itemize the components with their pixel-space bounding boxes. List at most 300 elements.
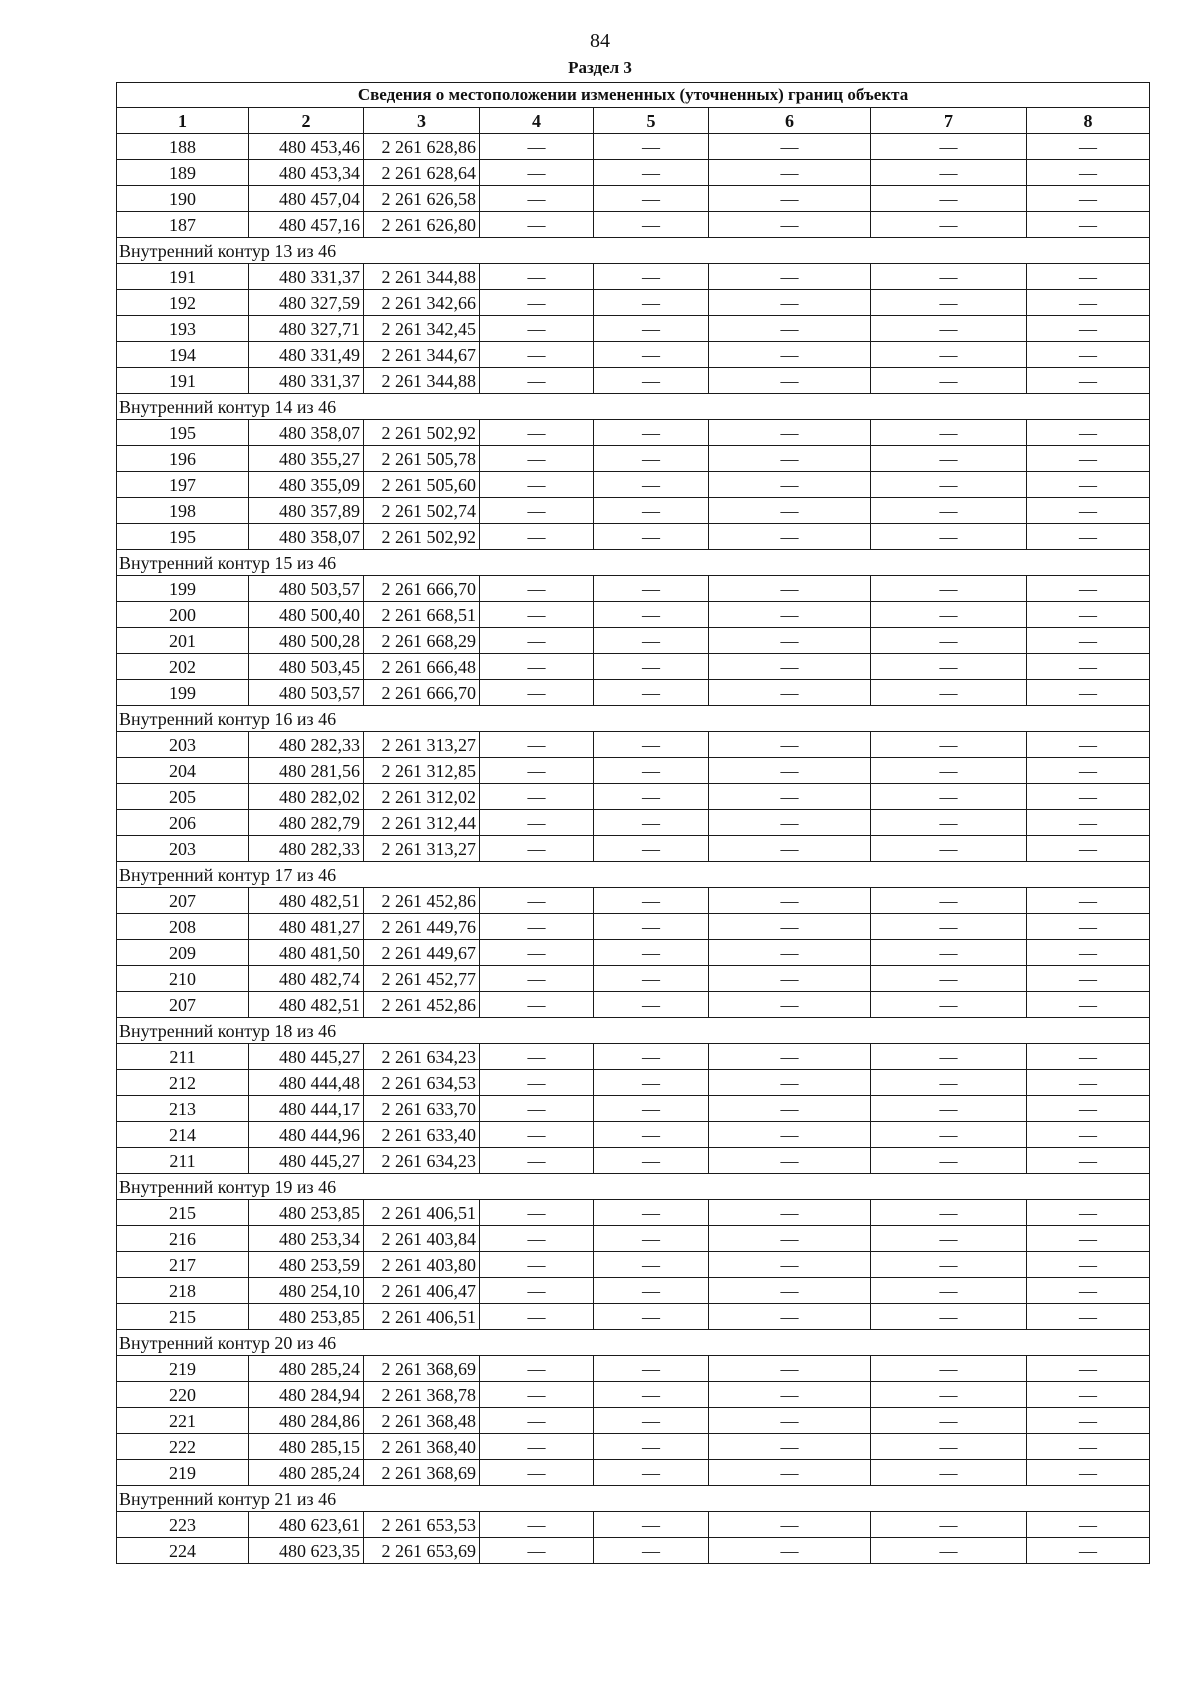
empty-value-cell: — xyxy=(594,1356,709,1382)
coordinate-y-cell: 2 261 502,74 xyxy=(364,498,480,524)
empty-value-cell: — xyxy=(709,134,871,160)
coordinate-x-cell: 480 457,16 xyxy=(249,212,364,238)
page-number: 84 xyxy=(590,30,610,52)
empty-value-cell: — xyxy=(480,1122,594,1148)
point-number-cell: 190 xyxy=(117,186,249,212)
table-row xyxy=(117,134,1150,160)
empty-value-cell: — xyxy=(1027,784,1150,810)
empty-value-cell: — xyxy=(871,1096,1027,1122)
empty-value-cell: — xyxy=(709,1382,871,1408)
empty-value-cell: — xyxy=(871,1252,1027,1278)
coordinates-table xyxy=(116,82,1150,1564)
empty-value-cell: — xyxy=(480,1200,594,1226)
empty-value-cell: — xyxy=(709,888,871,914)
empty-value-cell: — xyxy=(871,576,1027,602)
empty-value-cell: — xyxy=(709,1538,871,1564)
contour-label: Внутренний контур 15 из 46 xyxy=(117,550,1150,576)
empty-value-cell: — xyxy=(480,1044,594,1070)
empty-value-cell: — xyxy=(871,1278,1027,1304)
empty-value-cell: — xyxy=(594,680,709,706)
empty-value-cell: — xyxy=(480,654,594,680)
coordinate-x-cell: 480 444,48 xyxy=(249,1070,364,1096)
coordinate-y-cell: 2 261 628,86 xyxy=(364,134,480,160)
empty-value-cell: — xyxy=(1027,420,1150,446)
empty-value-cell: — xyxy=(871,992,1027,1018)
coordinate-x-cell: 480 500,40 xyxy=(249,602,364,628)
point-number-cell: 208 xyxy=(117,914,249,940)
coordinate-y-cell: 2 261 368,78 xyxy=(364,1382,480,1408)
coordinate-y-cell: 2 261 312,44 xyxy=(364,810,480,836)
coordinate-y-cell: 2 261 452,86 xyxy=(364,888,480,914)
empty-value-cell: — xyxy=(594,1408,709,1434)
empty-value-cell: — xyxy=(871,134,1027,160)
empty-value-cell: — xyxy=(1027,316,1150,342)
table-row xyxy=(117,342,1150,368)
empty-value-cell: — xyxy=(709,160,871,186)
empty-value-cell: — xyxy=(480,732,594,758)
column-header: 4 xyxy=(480,108,594,134)
coordinate-y-cell: 2 261 406,47 xyxy=(364,1278,480,1304)
coordinate-x-cell: 480 355,09 xyxy=(249,472,364,498)
point-number-cell: 199 xyxy=(117,680,249,706)
empty-value-cell: — xyxy=(871,420,1027,446)
empty-value-cell: — xyxy=(594,1460,709,1486)
table-row xyxy=(117,914,1150,940)
empty-value-cell: — xyxy=(1027,1096,1150,1122)
table-row xyxy=(117,498,1150,524)
empty-value-cell: — xyxy=(594,1304,709,1330)
empty-value-cell: — xyxy=(1027,576,1150,602)
empty-value-cell: — xyxy=(871,186,1027,212)
empty-value-cell: — xyxy=(871,1356,1027,1382)
empty-value-cell: — xyxy=(594,628,709,654)
coordinate-x-cell: 480 358,07 xyxy=(249,420,364,446)
empty-value-cell: — xyxy=(480,576,594,602)
empty-value-cell: — xyxy=(594,1252,709,1278)
point-number-cell: 222 xyxy=(117,1434,249,1460)
empty-value-cell: — xyxy=(480,160,594,186)
empty-value-cell: — xyxy=(871,628,1027,654)
column-header: 1 xyxy=(117,108,249,134)
empty-value-cell: — xyxy=(871,1538,1027,1564)
empty-value-cell: — xyxy=(594,1044,709,1070)
empty-value-cell: — xyxy=(709,1460,871,1486)
empty-value-cell: — xyxy=(480,212,594,238)
point-number-cell: 219 xyxy=(117,1460,249,1486)
table-row xyxy=(117,654,1150,680)
empty-value-cell: — xyxy=(871,160,1027,186)
coordinate-y-cell: 2 261 403,80 xyxy=(364,1252,480,1278)
empty-value-cell: — xyxy=(594,1070,709,1096)
empty-value-cell: — xyxy=(709,1512,871,1538)
point-number-cell: 214 xyxy=(117,1122,249,1148)
empty-value-cell: — xyxy=(480,524,594,550)
table-row xyxy=(117,784,1150,810)
empty-value-cell: — xyxy=(871,1044,1027,1070)
point-number-cell: 219 xyxy=(117,1356,249,1382)
coordinate-y-cell: 2 261 666,70 xyxy=(364,680,480,706)
coordinate-x-cell: 480 444,17 xyxy=(249,1096,364,1122)
empty-value-cell: — xyxy=(709,836,871,862)
empty-value-cell: — xyxy=(480,758,594,784)
point-number-cell: 198 xyxy=(117,498,249,524)
empty-value-cell: — xyxy=(594,212,709,238)
coordinate-y-cell: 2 261 452,86 xyxy=(364,992,480,1018)
table-row xyxy=(117,810,1150,836)
empty-value-cell: — xyxy=(871,1408,1027,1434)
empty-value-cell: — xyxy=(709,654,871,680)
empty-value-cell: — xyxy=(594,914,709,940)
table-row xyxy=(117,446,1150,472)
empty-value-cell: — xyxy=(709,524,871,550)
empty-value-cell: — xyxy=(871,888,1027,914)
point-number-cell: 191 xyxy=(117,264,249,290)
empty-value-cell: — xyxy=(480,134,594,160)
empty-value-cell: — xyxy=(871,264,1027,290)
coordinate-y-cell: 2 261 368,69 xyxy=(364,1460,480,1486)
coordinate-x-cell: 480 253,34 xyxy=(249,1226,364,1252)
empty-value-cell: — xyxy=(594,472,709,498)
table-row xyxy=(117,602,1150,628)
empty-value-cell: — xyxy=(480,628,594,654)
coordinate-y-cell: 2 261 344,88 xyxy=(364,264,480,290)
point-number-cell: 192 xyxy=(117,290,249,316)
empty-value-cell: — xyxy=(871,290,1027,316)
empty-value-cell: — xyxy=(480,1460,594,1486)
coordinate-y-cell: 2 261 342,66 xyxy=(364,290,480,316)
empty-value-cell: — xyxy=(871,316,1027,342)
point-number-cell: 210 xyxy=(117,966,249,992)
coordinate-y-cell: 2 261 628,64 xyxy=(364,160,480,186)
empty-value-cell: — xyxy=(1027,992,1150,1018)
empty-value-cell: — xyxy=(594,602,709,628)
contour-label: Внутренний контур 16 из 46 xyxy=(117,706,1150,732)
point-number-cell: 195 xyxy=(117,420,249,446)
coordinate-x-cell: 480 357,89 xyxy=(249,498,364,524)
empty-value-cell: — xyxy=(594,446,709,472)
empty-value-cell: — xyxy=(480,680,594,706)
coordinate-x-cell: 480 285,24 xyxy=(249,1460,364,1486)
empty-value-cell: — xyxy=(871,836,1027,862)
empty-value-cell: — xyxy=(709,810,871,836)
empty-value-cell: — xyxy=(1027,1434,1150,1460)
empty-value-cell: — xyxy=(594,1434,709,1460)
point-number-cell: 196 xyxy=(117,446,249,472)
point-number-cell: 211 xyxy=(117,1044,249,1070)
table-row xyxy=(117,940,1150,966)
point-number-cell: 212 xyxy=(117,1070,249,1096)
empty-value-cell: — xyxy=(871,1434,1027,1460)
empty-value-cell: — xyxy=(709,1226,871,1252)
empty-value-cell: — xyxy=(709,342,871,368)
point-number-cell: 218 xyxy=(117,1278,249,1304)
empty-value-cell: — xyxy=(871,1122,1027,1148)
coordinate-y-cell: 2 261 666,48 xyxy=(364,654,480,680)
empty-value-cell: — xyxy=(1027,1382,1150,1408)
empty-value-cell: — xyxy=(1027,1538,1150,1564)
coordinate-x-cell: 480 482,74 xyxy=(249,966,364,992)
empty-value-cell: — xyxy=(709,186,871,212)
contour-label: Внутренний контур 19 из 46 xyxy=(117,1174,1150,1200)
coordinate-x-cell: 480 331,37 xyxy=(249,264,364,290)
contour-row xyxy=(117,862,1150,888)
point-number-cell: 223 xyxy=(117,1512,249,1538)
coordinate-x-cell: 480 623,61 xyxy=(249,1512,364,1538)
coordinate-x-cell: 480 327,71 xyxy=(249,316,364,342)
contour-label: Внутренний контур 13 из 46 xyxy=(117,238,1150,264)
empty-value-cell: — xyxy=(709,680,871,706)
table-row xyxy=(117,368,1150,394)
contour-row xyxy=(117,238,1150,264)
empty-value-cell: — xyxy=(1027,212,1150,238)
table-body xyxy=(117,134,1150,1564)
point-number-cell: 201 xyxy=(117,628,249,654)
point-number-cell: 211 xyxy=(117,1148,249,1174)
empty-value-cell: — xyxy=(1027,446,1150,472)
point-number-cell: 202 xyxy=(117,654,249,680)
empty-value-cell: — xyxy=(871,732,1027,758)
point-number-cell: 195 xyxy=(117,524,249,550)
column-header: 8 xyxy=(1027,108,1150,134)
contour-label: Внутренний контур 18 из 46 xyxy=(117,1018,1150,1044)
empty-value-cell: — xyxy=(1027,654,1150,680)
empty-value-cell: — xyxy=(709,1096,871,1122)
empty-value-cell: — xyxy=(709,628,871,654)
coordinate-y-cell: 2 261 653,53 xyxy=(364,1512,480,1538)
empty-value-cell: — xyxy=(1027,836,1150,862)
empty-value-cell: — xyxy=(871,914,1027,940)
point-number-cell: 188 xyxy=(117,134,249,160)
empty-value-cell: — xyxy=(709,1070,871,1096)
empty-value-cell: — xyxy=(480,316,594,342)
point-number-cell: 215 xyxy=(117,1200,249,1226)
empty-value-cell: — xyxy=(480,498,594,524)
empty-value-cell: — xyxy=(709,316,871,342)
empty-value-cell: — xyxy=(594,784,709,810)
table-caption-row xyxy=(117,83,1150,108)
empty-value-cell: — xyxy=(1027,1278,1150,1304)
contour-row xyxy=(117,706,1150,732)
empty-value-cell: — xyxy=(871,680,1027,706)
empty-value-cell: — xyxy=(1027,1148,1150,1174)
empty-value-cell: — xyxy=(480,992,594,1018)
empty-value-cell: — xyxy=(1027,810,1150,836)
empty-value-cell: — xyxy=(1027,1356,1150,1382)
empty-value-cell: — xyxy=(709,732,871,758)
empty-value-cell: — xyxy=(1027,342,1150,368)
contour-row xyxy=(117,1486,1150,1512)
empty-value-cell: — xyxy=(1027,1512,1150,1538)
coordinate-y-cell: 2 261 626,80 xyxy=(364,212,480,238)
empty-value-cell: — xyxy=(480,1096,594,1122)
table-row xyxy=(117,628,1150,654)
empty-value-cell: — xyxy=(871,1382,1027,1408)
empty-value-cell: — xyxy=(1027,1460,1150,1486)
empty-value-cell: — xyxy=(1027,186,1150,212)
empty-value-cell: — xyxy=(594,160,709,186)
coordinate-x-cell: 480 457,04 xyxy=(249,186,364,212)
table-row xyxy=(117,1356,1150,1382)
empty-value-cell: — xyxy=(871,940,1027,966)
empty-value-cell: — xyxy=(1027,680,1150,706)
empty-value-cell: — xyxy=(709,940,871,966)
empty-value-cell: — xyxy=(1027,914,1150,940)
empty-value-cell: — xyxy=(480,1434,594,1460)
empty-value-cell: — xyxy=(594,1226,709,1252)
empty-value-cell: — xyxy=(709,1044,871,1070)
empty-value-cell: — xyxy=(1027,758,1150,784)
empty-value-cell: — xyxy=(1027,472,1150,498)
table-row xyxy=(117,1226,1150,1252)
empty-value-cell: — xyxy=(871,472,1027,498)
coordinate-x-cell: 480 445,27 xyxy=(249,1044,364,1070)
point-number-cell: 217 xyxy=(117,1252,249,1278)
empty-value-cell: — xyxy=(871,654,1027,680)
empty-value-cell: — xyxy=(1027,290,1150,316)
table-row xyxy=(117,1460,1150,1486)
coordinate-y-cell: 2 261 406,51 xyxy=(364,1304,480,1330)
empty-value-cell: — xyxy=(480,1278,594,1304)
coordinate-y-cell: 2 261 634,23 xyxy=(364,1148,480,1174)
column-header: 6 xyxy=(709,108,871,134)
point-number-cell: 187 xyxy=(117,212,249,238)
empty-value-cell: — xyxy=(480,342,594,368)
empty-value-cell: — xyxy=(480,472,594,498)
column-header: 3 xyxy=(364,108,480,134)
empty-value-cell: — xyxy=(1027,628,1150,654)
table-row xyxy=(117,1252,1150,1278)
coordinate-y-cell: 2 261 626,58 xyxy=(364,186,480,212)
table-row xyxy=(117,966,1150,992)
empty-value-cell: — xyxy=(594,498,709,524)
point-number-cell: 191 xyxy=(117,368,249,394)
coordinate-x-cell: 480 253,59 xyxy=(249,1252,364,1278)
empty-value-cell: — xyxy=(1027,524,1150,550)
empty-value-cell: — xyxy=(709,1304,871,1330)
table-row xyxy=(117,160,1150,186)
column-header-row xyxy=(117,108,1150,134)
empty-value-cell: — xyxy=(709,1252,871,1278)
coordinate-y-cell: 2 261 406,51 xyxy=(364,1200,480,1226)
empty-value-cell: — xyxy=(709,498,871,524)
coordinate-x-cell: 480 331,49 xyxy=(249,342,364,368)
empty-value-cell: — xyxy=(709,1148,871,1174)
table-row xyxy=(117,212,1150,238)
empty-value-cell: — xyxy=(594,264,709,290)
contour-label: Внутренний контур 20 из 46 xyxy=(117,1330,1150,1356)
point-number-cell: 197 xyxy=(117,472,249,498)
column-header: 7 xyxy=(871,108,1027,134)
empty-value-cell: — xyxy=(871,498,1027,524)
coordinate-y-cell: 2 261 668,29 xyxy=(364,628,480,654)
empty-value-cell: — xyxy=(871,1512,1027,1538)
empty-value-cell: — xyxy=(594,1538,709,1564)
table-row xyxy=(117,758,1150,784)
empty-value-cell: — xyxy=(594,1278,709,1304)
empty-value-cell: — xyxy=(709,602,871,628)
empty-value-cell: — xyxy=(1027,888,1150,914)
coordinate-x-cell: 480 254,10 xyxy=(249,1278,364,1304)
column-header: 2 xyxy=(249,108,364,134)
empty-value-cell: — xyxy=(594,940,709,966)
point-number-cell: 215 xyxy=(117,1304,249,1330)
table-row xyxy=(117,680,1150,706)
coordinate-x-cell: 480 503,45 xyxy=(249,654,364,680)
empty-value-cell: — xyxy=(871,446,1027,472)
table-row xyxy=(117,1434,1150,1460)
empty-value-cell: — xyxy=(1027,1226,1150,1252)
empty-value-cell: — xyxy=(480,1512,594,1538)
empty-value-cell: — xyxy=(709,264,871,290)
contour-label: Внутренний контур 14 из 46 xyxy=(117,394,1150,420)
empty-value-cell: — xyxy=(709,446,871,472)
empty-value-cell: — xyxy=(480,1382,594,1408)
point-number-cell: 194 xyxy=(117,342,249,368)
empty-value-cell: — xyxy=(480,1070,594,1096)
empty-value-cell: — xyxy=(594,134,709,160)
empty-value-cell: — xyxy=(480,810,594,836)
empty-value-cell: — xyxy=(480,368,594,394)
coordinate-x-cell: 480 503,57 xyxy=(249,576,364,602)
table-row xyxy=(117,1382,1150,1408)
empty-value-cell: — xyxy=(709,784,871,810)
empty-value-cell: — xyxy=(871,368,1027,394)
point-number-cell: 203 xyxy=(117,732,249,758)
contour-row xyxy=(117,1174,1150,1200)
coordinate-x-cell: 480 453,34 xyxy=(249,160,364,186)
coordinate-x-cell: 480 331,37 xyxy=(249,368,364,394)
empty-value-cell: — xyxy=(709,212,871,238)
empty-value-cell: — xyxy=(594,810,709,836)
empty-value-cell: — xyxy=(709,290,871,316)
table-row xyxy=(117,1122,1150,1148)
coordinate-y-cell: 2 261 368,69 xyxy=(364,1356,480,1382)
coordinate-x-cell: 480 285,24 xyxy=(249,1356,364,1382)
empty-value-cell: — xyxy=(709,914,871,940)
empty-value-cell: — xyxy=(871,784,1027,810)
coordinate-y-cell: 2 261 633,70 xyxy=(364,1096,480,1122)
table-row xyxy=(117,1304,1150,1330)
table-row xyxy=(117,420,1150,446)
coordinate-x-cell: 480 284,86 xyxy=(249,1408,364,1434)
empty-value-cell: — xyxy=(594,992,709,1018)
coordinate-y-cell: 2 261 449,67 xyxy=(364,940,480,966)
point-number-cell: 207 xyxy=(117,992,249,1018)
empty-value-cell: — xyxy=(480,940,594,966)
empty-value-cell: — xyxy=(480,186,594,212)
coordinate-y-cell: 2 261 505,60 xyxy=(364,472,480,498)
coordinate-y-cell: 2 261 313,27 xyxy=(364,836,480,862)
empty-value-cell: — xyxy=(871,1226,1027,1252)
empty-value-cell: — xyxy=(1027,498,1150,524)
empty-value-cell: — xyxy=(480,1408,594,1434)
empty-value-cell: — xyxy=(871,810,1027,836)
coordinate-x-cell: 480 282,02 xyxy=(249,784,364,810)
empty-value-cell: — xyxy=(594,654,709,680)
empty-value-cell: — xyxy=(480,784,594,810)
empty-value-cell: — xyxy=(480,446,594,472)
empty-value-cell: — xyxy=(594,1382,709,1408)
coordinate-y-cell: 2 261 668,51 xyxy=(364,602,480,628)
table-row xyxy=(117,576,1150,602)
coordinate-x-cell: 480 358,07 xyxy=(249,524,364,550)
point-number-cell: 220 xyxy=(117,1382,249,1408)
coordinate-x-cell: 480 253,85 xyxy=(249,1304,364,1330)
empty-value-cell: — xyxy=(480,1226,594,1252)
empty-value-cell: — xyxy=(594,758,709,784)
coordinate-x-cell: 480 482,51 xyxy=(249,888,364,914)
coordinate-x-cell: 480 282,33 xyxy=(249,732,364,758)
